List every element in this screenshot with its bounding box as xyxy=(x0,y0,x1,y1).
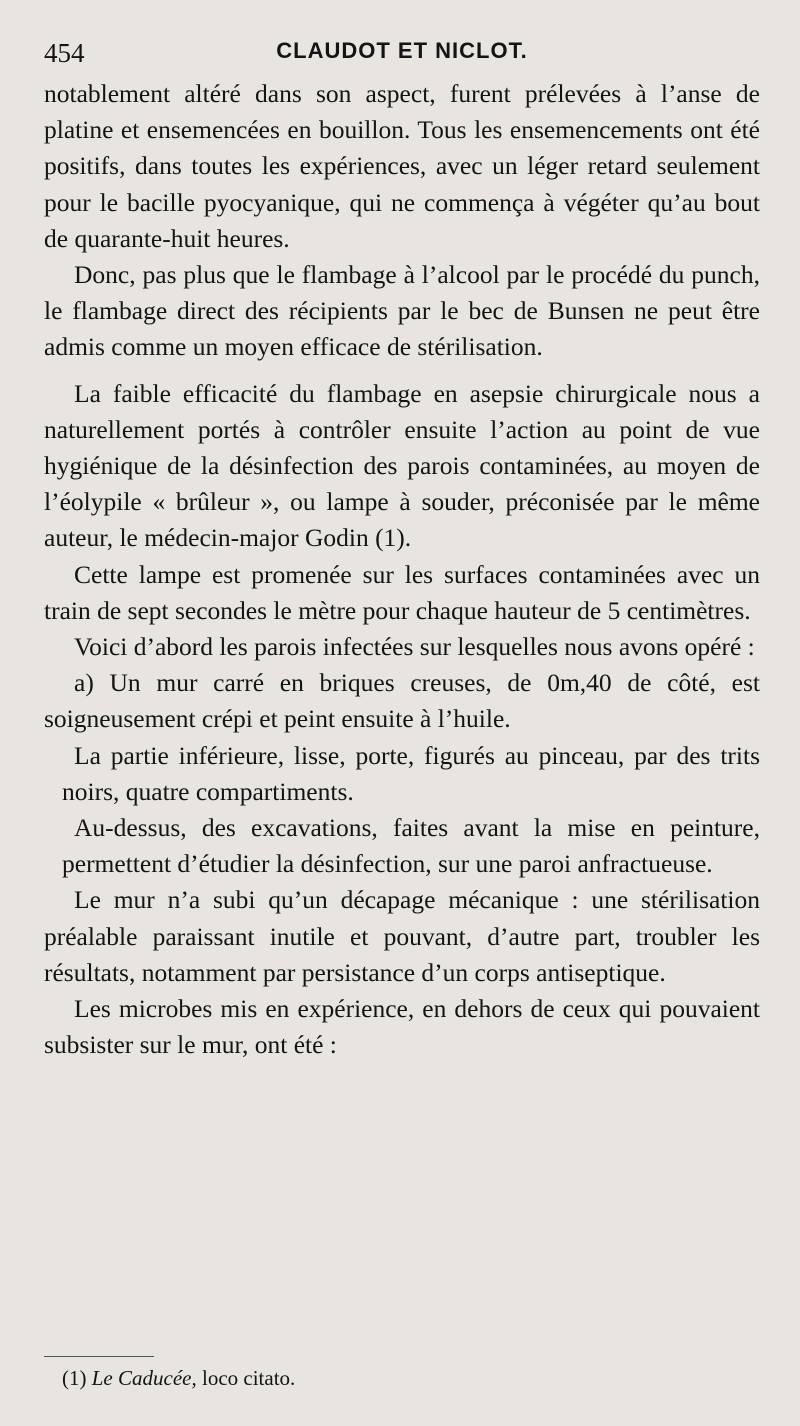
paragraph: Voici d’abord les parois infectées sur lesquelles nous avons opéré : xyxy=(74,632,755,662)
page-header xyxy=(44,34,760,74)
footnote xyxy=(62,1364,295,1392)
paragraph: Donc, pas plus que le flambage à l’alcool par le procédé du punch, le flambage direct des récipients par le bec de Bunsen ne peut être admis comme un moyen efficace de stérilisation. xyxy=(44,260,760,362)
page-number: 454 xyxy=(44,38,85,68)
paragraph: La partie inférieure, lisse, porte, figurés au pinceau, par des trits noirs, quatre compartiments. xyxy=(62,740,760,806)
paragraph: Cette lampe est promenée sur les surfaces contaminées avec un train de sept secondes le mètre pour chaque hauteur de 5 centimètres. xyxy=(44,559,760,625)
paragraph-continuation: notablement altéré dans son aspect, furent prélevées à l’anse de platine et ensemencées en bouillon. Tous les ensemencements ont été positifs, dans toutes les expériences, avec un léger retard seulement pour le bacille pyocyanique, qui ne commença à végéter qu’au bout de quarante-huit heures. xyxy=(44,79,760,253)
footnote-marker: (1) xyxy=(62,1366,87,1390)
body-text xyxy=(44,76,760,1063)
running-head: CLAUDOT ET NICLOT. xyxy=(276,38,528,63)
footnote-rule xyxy=(44,1356,154,1357)
paragraph: Au-dessus, des excavations, faites avant la mise en peinture, permettent d’étudier la désinfection, sur une paroi anfractueuse. xyxy=(62,813,760,879)
paragraph: Les microbes mis en expérience, en dehors de ceux qui pouvaient subsister sur le mur, ont été : xyxy=(44,994,760,1060)
footnote-source: Le Caducée, xyxy=(91,1366,197,1390)
paragraph: La faible efficacité du flambage en asepsie chirurgicale nous a naturellement portés à contrôler ensuite l’action au point de vue hygiénique de la désinfection des parois contaminées, au moyen de l’éolypile « brûleur », ou lampe à souder, préconisée par le même auteur, le médecin-major Godin (1). xyxy=(44,378,760,553)
paragraph: Le mur n’a subi qu’un décapage mécanique : une stérilisation préalable paraissant inutile et pouvant, d’autre part, troubler les résultats, notamment par persistance d’un corps antiseptique. xyxy=(44,885,760,987)
footnote-text: loco citato. xyxy=(201,1366,296,1390)
paragraph: a) Un mur carré en briques creuses, de 0m,40 de côté, est soigneusement crépi et peint ensuite à l’huile. xyxy=(44,668,760,734)
